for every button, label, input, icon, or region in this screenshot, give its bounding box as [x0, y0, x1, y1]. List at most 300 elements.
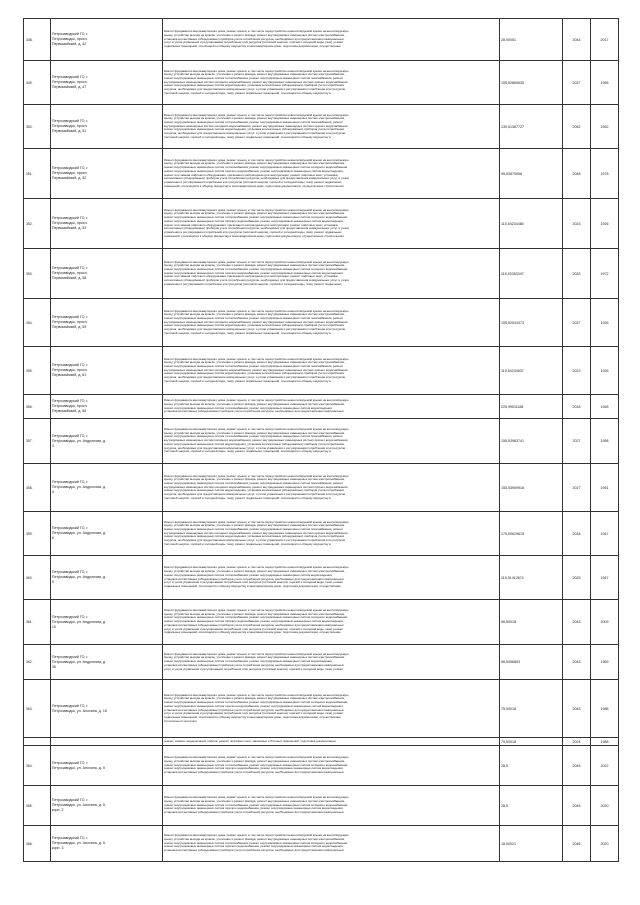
address-cell — [50, 419, 162, 464]
address-cell — [50, 249, 162, 299]
address-cell — [50, 299, 162, 347]
address-line: Петрозаводск, просп. — [51, 37, 88, 41]
address-cell — [50, 19, 162, 61]
value-cell: 28,5 — [499, 746, 562, 786]
address-line: Петрозаводск, ул. Анохина, д. 5, — [51, 841, 106, 845]
works-line: ремонт внутридомовых инженерных систем водоотведения, установка коллективных (общедомовых) приборов учета потребления — [163, 324, 344, 328]
works-line: подвальных помещений, относящихся к общему имуществу в многоквартирном доме, подготовка документации, осуществление — [163, 584, 341, 588]
row-number-cell: 365. — [24, 786, 51, 826]
works-line: Ремонт фундамента многоквартирного дома, ремонт крыши, в том числе переустройство невентилируемой крыши на вентилируемую — [163, 756, 349, 760]
works-line: ремонт внутридомовых инженерных систем водоотведения, установка коллективных (общедомовых) приборов учета потребления — [163, 128, 344, 132]
works-line: (тепловой энергии, горячей и холодной воды, газа), ремонт подвальных помещений, относящихся к общему имуществу в — [163, 379, 331, 383]
build-year-cell: 1947 — [591, 556, 619, 600]
value-cell: 56,5056893 — [499, 645, 562, 680]
table-row — [24, 746, 619, 786]
works-line: ремонт внутридомовых инженерных систем теплоснабжения, ремонт внутридомовых инженерных систем газоснабжения, ремонт — [163, 316, 343, 320]
address-line: Петрозаводск, просп. — [51, 221, 88, 225]
row-number-cell: 351. — [24, 149, 51, 199]
address-line: Петрозаводский ГО, г. — [51, 399, 89, 403]
row-number-cell: 352. — [24, 199, 51, 249]
planned-year-cell: 2043 — [563, 600, 591, 645]
address-line: Петрозаводский ГО, г. — [51, 75, 89, 79]
works-description-cell — [162, 105, 499, 149]
row-number-cell: 353. — [24, 249, 51, 299]
works-description-cell — [162, 19, 499, 61]
address-cell — [50, 680, 162, 738]
value-cell: 139,51367727 — [499, 105, 562, 149]
works-line: управления и регулирования потребления этих ресурсов (тепловой энергии, горячей и холодной воды, газа), ремонт подвальных — [163, 282, 342, 286]
address-line: Петрозаводский ГО, г. — [51, 315, 89, 319]
address-line: Петрозаводский ГО, г. — [51, 526, 89, 530]
works-description-cell — [162, 464, 499, 512]
address-cell — [50, 149, 162, 199]
works-line: ремонт внутридомовых инженерных систем водоотведения, установка коллективных (общедомовых) приборов учета потребления — [163, 442, 344, 446]
works-line: ремонт внутридомовых инженерных систем теплоснабжения, ремонт внутридомовых инженерных систем холодного водоснабжения, — [163, 701, 348, 705]
works-line: ремонт внутридомовых инженерных систем горячего водоснабжения, ремонт внутридомовых инженерных систем водоотведения, — [163, 767, 344, 771]
works-line: ремонт внутридомовых инженерных систем горячего водоснабжения, ремонт внутридомовых инженерных систем водоотведения, — [163, 271, 344, 275]
address-line: Первомайский, д. 51 — [51, 129, 87, 133]
value-cell: 115,54234484 — [499, 199, 562, 249]
build-year-cell: 1926 — [591, 347, 619, 395]
works-line: Ремонт фундамента многоквартирного дома, ремонт крыши, в том числе переустройство невентилируемой крыши на вентилируемую — [163, 796, 349, 800]
address-line: Петрозаводск, ул. Андропова, д. — [51, 575, 107, 579]
address-line: Петрозаводский ГО, г. — [51, 32, 89, 36]
address-line: корп. 3 — [51, 846, 64, 850]
works-line: услуг, и узлов управления и регулирования потребления этих ресурсов (тепловой энергии, горячей и холодной воды, газа), ремонт — [163, 627, 344, 631]
address-cell — [50, 395, 162, 419]
works-line: Ремонт фундамента многоквартирного дома, ремонт крыши, в том числе переустройство невентилируемой крыши на вентилируемую — [163, 30, 349, 34]
address-line: Петрозаводский ГО, г. — [51, 119, 89, 123]
address-line: Петрозаводск, просп. — [51, 124, 88, 128]
works-line: крышу, устройство выхода на кровлю, утепление и ремонт фасада, ремонт внутридомовых инженерных систем электроснабжения, — [163, 524, 345, 528]
document-page — [23, 18, 619, 862]
works-line: крышу, устройство выхода на кровлю, утепление и ремонт фасада, ремонт внутридомовых инженерных систем электроснабжения, — [163, 478, 345, 482]
works-line: установка коллективных (общедомовых) приборов учета потребления ресурсов, необходимых для предоставления коммунальных — [163, 663, 344, 667]
works-line: ремонт, замена, модернизация лифтов, ремонт лифтовых шахт, машинных и блочных помещений, подготовка документации, — [163, 739, 337, 743]
works-line: Ремонт фундамента многоквартирного дома, ремонт крыши, в том числе переустройство невентилируемой крыши на вентилируемую — [163, 474, 349, 478]
row-number-cell: 356. — [24, 395, 51, 419]
works-line: крышу, устройство выхода на кровлю, утепление и ремонт фасада, ремонт внутридомовых инженерных систем электроснабжения, — [163, 264, 345, 268]
works-line: крышу, устройство выхода на кровлю, утепление и ремонт фасада, ремонт внутридомовых инженерных систем электроснабжения, — [163, 612, 345, 616]
works-line: крышу, устройство выхода на кровлю, утепление и ремонт фасада, ремонт внутридомовых инженерных систем электроснабжения, — [163, 837, 345, 841]
address-line: Петрозаводск, ул. Анохина, д. 5 — [51, 765, 105, 770]
address-line: Петрозаводский ГО, г. — [51, 363, 89, 367]
build-year-cell: 1969 — [591, 645, 619, 680]
works-line: ремонт или замена лифтового оборудования, признанного непригодным для эксплуатации, ремонт лифтовых шахт, установка — [163, 173, 338, 177]
works-line: ресурсов, необходимых для предоставления коммунальных услуг, и узлов управления и регулирования потребления этих ресурсов — [163, 88, 346, 92]
address-cell — [50, 600, 162, 645]
address-cell — [50, 786, 162, 826]
address-cell — [50, 645, 162, 680]
address-line: Петрозаводский ГО, г. — [51, 216, 89, 220]
works-line: внутридомовых инженерных систем холодного водоснабжения, ремонт внутридомовых инженерных систем горячего водоснабжения, — [163, 124, 349, 128]
works-line: управления и регулирования потребления этих ресурсов (тепловой энергии, горячей и холодной воды, газа), ремонт подвальных — [163, 180, 342, 184]
works-line: Ремонт фундамента многоквартирного дома, ремонт крыши, в том числе переустройство невентилируемой крыши на вентилируемую — [163, 652, 349, 656]
address-line: Петрозаводский ГО, г. — [51, 836, 89, 840]
works-line: Ремонт фундамента многоквартирного дома, ремонт крыши, в том числе переустройство невентилируемой крыши на вентилируемую — [163, 208, 349, 212]
works-line: ремонт внутридомовых инженерных систем водоотведения, установка коллективных (общедомовых) приборов учета потребления — [163, 372, 344, 376]
row-number-cell: 357. — [24, 419, 51, 464]
address-line: Петрозаводск, просп. — [51, 171, 88, 175]
row-number-cell: 366. — [24, 826, 51, 862]
table-row — [24, 105, 619, 149]
works-line: ресурсов, необходимых для предоставления коммунальных услуг, и узлов управления и регулирования потребления этих ресурсов — [163, 376, 346, 380]
works-line: ресурсов, необходимых для предоставления коммунальных услуг, и узлов управления и регулирования потребления этих ресурсов — [163, 493, 346, 497]
address-line: 6 — [51, 536, 54, 540]
row-number-cell: 359. — [24, 512, 51, 556]
planned-year-cell: 2045 — [563, 786, 591, 826]
works-line: строительного контроля — [163, 719, 197, 723]
build-year-cell: 1926 — [591, 199, 619, 249]
works-line: установка коллективных (общедомовых) приборов учета потребления ресурсов, необходимых для предоставления коммунальных — [163, 849, 344, 853]
planned-year-cell: 2034 — [563, 512, 591, 556]
address-line: Первомайский, д. 61 — [51, 373, 87, 377]
planned-year-cell: 2023 — [563, 347, 591, 395]
works-line: (тепловой энергии, горячей и холодной воды, газа), ремонт подвальных помещений, относящихся к общему имуществу в — [163, 450, 331, 454]
build-year-cell: 1948 — [591, 395, 619, 419]
works-line: коллективных (общедомовых) приборов учета потребления ресурсов, необходимых для предоставления коммунальных услуг, и узлов — [163, 177, 349, 181]
works-line: услуг, и узлов управления и регулирования потребления этих ресурсов (тепловой энергии, горячей и холодной воды, газа), ремонт — [163, 667, 344, 671]
table-row — [24, 19, 619, 61]
works-line: Ремонт фундамента многоквартирного дома, ремонт крыши, в том числе переустройство невентилируемой крыши на вентилируемую — [163, 834, 349, 838]
works-line: ремонт внутридомовых инженерных систем горячего водоснабжения, ремонт внутридомовых инженерных систем водоотведения, — [163, 169, 344, 173]
address-line: Петрозаводский ГО, г. — [51, 614, 89, 619]
address-line: Петрозаводск, ул. Андропова, д. — [51, 438, 107, 443]
works-line: крышу, устройство выхода на кровлю, утепление и ремонт фасада, ремонт внутридомовых инженерных систем электроснабжения, — [163, 799, 345, 803]
works-line: (тепловой энергии, горячей и холодной воды, газа), ремонт подвальных помещений, относящихся к общему имуществу в — [163, 331, 331, 335]
works-description-cell — [162, 149, 499, 199]
row-number-cell: 360. — [24, 556, 51, 600]
works-line: подвальных помещений, относящихся к общему имуществу в многоквартирном доме, подготовка документации, осуществление — [163, 715, 341, 719]
works-line: крышу, устройство выхода на кровлю, утепление и ремонт фасада, ремонт внутридомовых инженерных систем электроснабжения, — [163, 697, 345, 701]
works-line: установка коллективных (общедомовых) приборов учета потребления ресурсов, необходимых для предоставления коммунальных — [163, 623, 344, 627]
works-line: Ремонт фундамента многоквартирного дома, ремонт крыши, в том числе переустройство невентилируемой крыши на вентилируемую — [163, 260, 349, 264]
works-line: ремонт внутридомовых инженерных систем горячего водоснабжения, ремонт внутридомовых инженерных систем водоотведения, — [163, 704, 344, 708]
works-line: крышу, устройство выхода на кровлю, утепление и ремонт фасада, ремонт внутридомовых инженерных систем электроснабжения, — [163, 656, 345, 660]
works-description-cell — [162, 347, 499, 395]
address-line: 4 — [51, 490, 54, 494]
build-year-cell: 1952 — [591, 105, 619, 149]
works-line: ремонт или замена лифтового оборудования, признанного непригодным для эксплуатации, ремонт лифтовых шахт, установка — [163, 275, 338, 279]
works-line: установка коллективных (общедомовых) приборов учета потребления ресурсов, необходимых для предоставления коммунальных — [163, 771, 344, 775]
value-cell: 28,5 — [499, 786, 562, 826]
value-cell: 75,50018 — [499, 680, 562, 738]
works-line: ремонт внутридомовых инженерных систем теплоснабжения, ремонт внутридомовых инженерных систем водоотведения, — [163, 573, 333, 577]
works-line: услуг, и узлов управления и регулирования потребления этих ресурсов (тепловой энергии, горячей и холодной воды, газа), ремонт — [163, 712, 344, 716]
row-number-cell: 358. — [24, 464, 51, 512]
table-row — [24, 347, 619, 395]
works-description-cell — [162, 645, 499, 680]
works-line: управления и регулирования потребления этих ресурсов (тепловой энергии, горячей и холодной воды, газа), ремонт подвальных — [163, 230, 342, 234]
value-cell: 95,53875958 — [499, 149, 562, 199]
works-line: внутридомовых инженерных систем холодного водоснабжения, ремонт внутридомовых инженерных систем горячего водоснабжения, — [163, 531, 349, 535]
works-line: ремонт внутридомовых инженерных систем горячего водоснабжения, ремонт внутридомовых инженерных систем водоотведения, — [163, 845, 344, 849]
works-line: ремонт внутридомовых инженерных систем теплоснабжения, ремонт внутридомовых инженерных систем газоснабжения, ремонт — [163, 481, 343, 485]
works-line: (тепловой энергии, горячей и холодной воды, газа), ремонт подвальных помещений, относящихся к общему имуществу в — [163, 496, 331, 500]
works-line: установка коллективных (общедомовых) приборов учета потребления ресурсов, необходимых для предоставления коммунальных — [163, 811, 344, 815]
address-line: Первомайский, д. 42 — [51, 42, 87, 46]
row-number-cell: 349. — [24, 61, 51, 105]
works-description-cell — [162, 746, 499, 786]
works-description-cell — [162, 738, 499, 746]
build-year-cell: 1988 — [591, 680, 619, 738]
table-row — [24, 826, 619, 862]
address-line: Петрозаводск, ул. Андропова, д. — [51, 485, 107, 489]
address-line: Первомайский, д. 52 — [51, 176, 87, 180]
planned-year-cell: 2027 — [563, 419, 591, 464]
works-line: ремонт внутридомовых инженерных систем теплоснабжения, ремонт внутридомовых инженерных систем газоснабжения, ремонт — [163, 527, 343, 531]
planned-year-cell: 2045 — [563, 746, 591, 786]
address-line: Петрозаводск, ул. Андропова, д. — [51, 619, 107, 624]
table-row — [24, 464, 619, 512]
table-row — [24, 512, 619, 556]
address-line: Петрозаводский ГО, г. — [51, 570, 89, 574]
works-line: крышу, устройство выхода на кровлю, утепление и ремонт фасада, ремонт внутридомовых инженерных систем электроснабжения, — [163, 33, 345, 37]
works-line: внутридомовых инженерных систем холодного водоснабжения, ремонт внутридомовых инженерных систем горячего водоснабжения, — [163, 439, 349, 443]
works-line: услуг, и узлов управления и регулирования потребления этих ресурсов (тепловой энергии, горячей и холодной воды, газа), ремонт — [163, 581, 344, 585]
table-row — [24, 600, 619, 645]
address-line: Петрозаводский ГО, г. — [51, 703, 89, 708]
address-line: Первомайский, д. 59 — [51, 325, 87, 329]
works-line: ресурсов, необходимых для предоставления коммунальных услуг, и узлов управления и регулирования потребления этих ресурсов — [163, 446, 346, 450]
value-cell: 28,00051 — [499, 19, 562, 61]
works-description-cell — [162, 680, 499, 738]
works-line: крышу, устройство выхода на кровлю, утепление и ремонт фасада, ремонт внутридомовых инженерных систем электроснабжения, — [163, 431, 345, 435]
address-line: Петрозаводский ГО, г. — [51, 654, 89, 659]
works-description-cell — [162, 395, 499, 419]
build-year-cell: 1947 — [591, 512, 619, 556]
works-description-cell — [162, 419, 499, 464]
works-line: Ремонт фундамента многоквартирного дома, ремонт крыши, в том числе переустройство невентилируемой крыши на вентилируемую — [163, 399, 349, 403]
build-year-cell: 2020 — [591, 786, 619, 826]
address-line: Петрозаводск, ул. Анохина, д. 5, — [51, 803, 106, 807]
value-cell: 155,53909916 — [499, 464, 562, 512]
row-number-cell: 350. — [24, 105, 51, 149]
works-line: внутридомовых инженерных систем холодного водоснабжения, ремонт внутридомовых инженерных систем горячего водоснабжения, — [163, 320, 349, 324]
address-line: Петрозаводск, просп. — [51, 271, 88, 275]
works-line: крышу, устройство выхода на кровлю, утепление и ремонт фасада, ремонт внутридомовых инженерных систем электроснабжения, — [163, 212, 345, 216]
works-line: крышу, устройство выхода на кровлю, утепление и ремонт фасада, ремонт внутридомовых инженерных систем электроснабжения, — [163, 162, 345, 166]
address-cell — [50, 347, 162, 395]
planned-year-cell: 2046 — [563, 826, 591, 862]
build-year-cell: 1955 — [591, 61, 619, 105]
build-year-cell: 1972 — [591, 249, 619, 299]
value-cell: 155,52865635 — [499, 61, 562, 105]
works-line: помещений, относящихся к общему имуществу в многоквартирном доме, подготовка документации, осуществление строительного — [163, 234, 345, 238]
planned-year-cell: 2027 — [563, 61, 591, 105]
address-line: Петрозаводский ГО, г. — [51, 798, 89, 802]
works-line: Ремонт фундамента многоквартирного дома, ремонт крыши, в том числе переустройство невентилируемой крыши на вентилируемую — [163, 158, 349, 162]
build-year-cell: 2022 — [591, 746, 619, 786]
planned-year-cell: 2052 — [563, 105, 591, 149]
works-line: ремонт внутридомовых инженерных систем горячего водоснабжения, ремонт внутридомовых инженерных систем водоотведения, — [163, 620, 344, 624]
planned-year-cell: 2044 — [563, 19, 591, 61]
works-line: ремонт внутридомовых инженерных систем теплоснабжения, ремонт внутридомовых инженерных систем холодного водоснабжения, — [163, 166, 348, 170]
works-line: Ремонт фундамента многоквартирного дома, ремонт крыши, в том числе переустройство невентилируемой крыши на вентилируемую — [163, 609, 349, 613]
address-cell — [50, 61, 162, 105]
works-line: ресурсов, необходимых для предоставления коммунальных услуг, и узлов управления и регулирования потребления этих ресурсов — [163, 132, 346, 136]
table-body — [24, 19, 619, 862]
works-line: установка коллективных (общедомовых) приборов учета потребления ресурсов, необходимых для предоставления коммунальных — [163, 708, 344, 712]
works-description-cell — [162, 826, 499, 862]
row-number-cell: 361. — [24, 600, 51, 645]
value-cell: 155,52534373 — [499, 299, 562, 347]
works-line: Ремонт фундамента многоквартирного дома, ремонт крыши, в том числе переустройство невентилируемой крыши на вентилируемую — [163, 693, 349, 697]
table-row — [24, 299, 619, 347]
planned-year-cell: 2033 — [563, 249, 591, 299]
works-line: ремонт внутридомовых инженерных систем теплоснабжения, ремонт внутридомовых инженерных систем газоснабжения, ремонт — [163, 364, 343, 368]
works-line: ремонт внутридомовых инженерных систем водоотведения, установка коллективных (общедомовых) приборов учета потребления — [163, 489, 344, 493]
value-cell: 225,99511188 — [499, 395, 562, 419]
works-line: услуг, и узлов управления и регулирования потребления этих ресурсов (тепловой энергии, горячей и холодной воды, газа), ремонт — [163, 41, 344, 45]
address-cell — [50, 199, 162, 249]
row-number-cell: 355. — [24, 347, 51, 395]
works-line: установка коллективных (общедомовых) приборов учета потребления ресурсов, необходимых для предоставления коммунальных — [163, 410, 344, 414]
row-number-cell: 354. — [24, 299, 51, 347]
table-row — [24, 149, 619, 199]
works-line: ресурсов, необходимых для предоставления коммунальных услуг, и узлов управления и регулирования потребления этих ресурсов — [163, 539, 346, 543]
table-row — [24, 556, 619, 600]
address-line: Петрозаводск, ул. Андропова, д. — [51, 531, 107, 535]
works-line: ремонт внутридомовых инженерных систем горячего водоснабжения, ремонт внутридомовых инженерных систем водоотведения, — [163, 807, 344, 811]
value-cell: 175,00629615 — [499, 512, 562, 556]
works-line: ремонт внутридомовых инженерных систем теплоснабжения, ремонт внутридомовых инженерных систем холодного водоснабжения, — [163, 763, 348, 767]
address-line: 3 — [51, 443, 54, 448]
works-line: Ремонт фундамента многоквартирного дома, ремонт крыши, в том числе переустройство невентилируемой крыши на вентилируемую — [163, 566, 349, 570]
planned-year-cell: 2043 — [563, 680, 591, 738]
works-line: ремонт внутридомовых инженерных систем теплоснабжения, ремонт внутридомовых инженерных систем газоснабжения, ремонт — [163, 76, 343, 80]
address-line: Петрозаводский ГО, г. — [51, 760, 89, 765]
row-number-cell: 364. — [24, 746, 51, 786]
works-line: ремонт внутридомовых инженерных систем теплоснабжения, ремонт внутридомовых инженерных систем холодного водоснабжения, — [163, 216, 348, 220]
works-line: помещений, относящихся к общему имуществу в многоквартирном доме, подготовка документации, осуществление строительного — [163, 184, 345, 188]
works-line: внутридомовых инженерных систем холодного водоснабжения, ремонт внутридомовых инженерных систем горячего водоснабжения, — [163, 368, 349, 372]
works-line: Ремонт фундамента многоквартирного дома, ремонт крыши, в том числе переустройство невентилируемой крыши на вентилируемую — [163, 357, 349, 361]
works-line: ресурсов, необходимых для предоставления коммунальных услуг, и узлов управления и регулирования потребления этих ресурсов — [163, 328, 346, 332]
works-line: коллективных (общедомовых) приборов учета потребления ресурсов, необходимых для предоставления коммунальных услуг, и узлов — [163, 227, 349, 231]
planned-year-cell: 2048 — [563, 149, 591, 199]
address-line: 9 — [51, 580, 54, 584]
value-cell: 75,50018 — [499, 738, 562, 746]
value-cell: 115,54234837 — [499, 347, 562, 395]
value-cell: 115,51412674 — [499, 556, 562, 600]
works-line: крышу, устройство выхода на кровлю, утепление и ремонт фасада, ремонт внутридомовых инженерных систем электроснабжения, — [163, 117, 345, 121]
works-line: ремонт внутридомовых инженерных систем теплоснабжения, ремонт внутридомовых инженерных систем холодного водоснабжения, — [163, 267, 348, 271]
works-line: Ремонт фундамента многоквартирного дома, ремонт крыши, в том числе переустройство невентилируемой крыши на вентилируемую — [163, 69, 349, 73]
table-row — [24, 738, 619, 746]
address-cell — [50, 464, 162, 512]
build-year-cell: 1988 — [591, 738, 619, 746]
build-year-cell: 2009 — [591, 600, 619, 645]
address-line: Первомайский, д. 47 — [51, 85, 87, 89]
housing-repair-table — [23, 18, 619, 862]
works-description-cell — [162, 249, 499, 299]
address-cell — [50, 512, 162, 556]
planned-year-cell: 2024 — [563, 738, 591, 746]
works-line: установка коллективных (общедомовых) приборов учета потребления ресурсов, необходимых для предоставления коммунальных — [163, 577, 344, 581]
works-line: крышу, устройство выхода на кровлю, утепление и ремонт фасада, ремонт внутридомовых инженерных систем электроснабжения, — [163, 73, 345, 77]
works-line: крышу, устройство выхода на кровлю, утепление и ремонт фасада, ремонт внутридомовых инженерных систем электроснабжения, — [163, 759, 345, 763]
works-line: ремонт внутридомовых инженерных систем теплоснабжения, ремонт внутридомовых инженерных систем газоснабжения, ремонт — [163, 435, 343, 439]
table-row — [24, 199, 619, 249]
works-description-cell — [162, 61, 499, 105]
row-number-cell: 363. — [24, 680, 51, 738]
works-line: подвальных помещений, относящихся к общему имуществу в многоквартирном доме, подготовка документации, осуществление — [163, 631, 341, 635]
works-description-cell — [162, 512, 499, 556]
table-row — [24, 249, 619, 299]
value-cell: 155,53963741 — [499, 419, 562, 464]
works-line: крышу, устройство выхода на кровлю, утепление и ремонт фасада, ремонт внутридомовых инженерных систем электроснабжения, — [163, 402, 345, 406]
address-line: Петрозаводск, просп. — [51, 320, 88, 324]
works-line: ремонт внутридомовых инженерных систем водоотведения, установка коллективных (общедомовых) приборов учета потребления — [163, 84, 344, 88]
works-description-cell — [162, 556, 499, 600]
address-cell — [50, 738, 162, 746]
planned-year-cell: 2027 — [563, 299, 591, 347]
build-year-cell: 1958 — [591, 419, 619, 464]
table-row — [24, 61, 619, 105]
table-row — [24, 419, 619, 464]
build-year-cell: 1978 — [591, 149, 619, 199]
works-line: ремонт внутридомовых инженерных систем теплоснабжения, ремонт внутридомовых инженерных систем водоотведения, — [163, 660, 333, 664]
build-year-cell: 2020 — [591, 826, 619, 862]
build-year-cell: 1926 — [591, 299, 619, 347]
address-cell — [50, 556, 162, 600]
address-line: 36 — [51, 664, 56, 669]
address-cell — [50, 105, 162, 149]
address-line: Петрозаводский ГО, г. — [51, 480, 89, 484]
works-line: ремонт внутридомовых инженерных систем теплоснабжения, ремонт внутридомовых инженерных систем холодного водоснабжения, — [163, 616, 348, 620]
works-line: внутридомовых инженерных систем холодного водоснабжения, ремонт внутридомовых инженерных систем горячего водоснабжения, — [163, 485, 349, 489]
works-line: (тепловой энергии, горячей и холодной воды, газа), ремонт подвальных помещений, относящихся к общему имуществу в — [163, 542, 331, 546]
works-line: Ремонт фундамента многоквартирного дома, ремонт крыши, в том числе переустройство невентилируемой крыши на вентилируемую — [163, 520, 349, 524]
address-line: Петрозаводский ГО, г. — [51, 266, 89, 270]
address-cell — [50, 746, 162, 786]
address-line: Первомайский, д. 53 — [51, 226, 87, 230]
build-year-cell: 1951 — [591, 464, 619, 512]
planned-year-cell: 2043 — [563, 645, 591, 680]
address-line: Первомайский, д. 58 — [51, 276, 87, 280]
works-description-cell — [162, 299, 499, 347]
planned-year-cell: 2023 — [563, 199, 591, 249]
works-line: ремонт внутридомовых инженерных систем теплоснабжения, ремонт внутридомовых инженерных систем газоснабжения, ремонт — [163, 120, 343, 124]
works-line: коллективных (общедомовых) приборов учета потребления ресурсов, необходимых для предоставления коммунальных услуг, и узлов — [163, 279, 349, 283]
address-line: Первомайский, д. 65 — [51, 409, 87, 413]
address-line: Петрозаводск, ул. Андропова, д. — [51, 659, 107, 664]
works-line: ремонт внутридомовых инженерных систем теплоснабжения, ремонт внутридомовых инженерных систем холодного водоснабжения, — [163, 841, 348, 845]
address-line: Петрозаводск, просп. — [51, 404, 88, 408]
works-line: ремонт внутридомовых инженерных систем теплоснабжения, ремонт внутридомовых инженерных систем холодного водоснабжения, — [163, 803, 348, 807]
works-line: Ремонт фундамента многоквартирного дома, ремонт крыши, в том числе переустройство невентилируемой крыши на вентилируемую — [163, 428, 349, 432]
row-number-cell: 362. — [24, 645, 51, 680]
address-cell — [50, 826, 162, 862]
address-line: 10 — [51, 624, 56, 629]
address-line: Петрозаводск, просп. — [51, 80, 88, 84]
works-line: Ремонт фундамента многоквартирного дома, ремонт крыши, в том числе переустройство невентилируемой крыши на вентилируемую — [163, 309, 349, 313]
row-number-cell: 348. — [24, 19, 51, 61]
works-description-cell — [162, 786, 499, 826]
planned-year-cell: 2027 — [563, 464, 591, 512]
works-line: крышу, устройство выхода на кровлю, утепление и ремонт фасада, ремонт внутридомовых инженерных систем электроснабжения, — [163, 361, 345, 365]
works-line: подвальных помещений, относящихся к общему имуществу в многоквартирном доме, подготовка документации, осуществление — [163, 45, 341, 49]
planned-year-cell: 2018 — [563, 395, 591, 419]
works-line: ремонт или замена лифтового оборудования, признанного непригодным для эксплуатации, ремонт лифтовых шахт, установка — [163, 223, 338, 227]
works-line: крышу, устройство выхода на кровлю, утепление и ремонт фасада, ремонт внутридомовых инженерных систем электроснабжения, — [163, 570, 345, 574]
table-row — [24, 395, 619, 419]
works-line: крышу, устройство выхода на кровлю, утепление и ремонт фасада, ремонт внутридомовых инженерных систем электроснабжения, — [163, 313, 345, 317]
works-line: Ремонт фундамента многоквартирного дома, ремонт крыши, в том числе переустройство невентилируемой крыши на вентилируемую — [163, 113, 349, 117]
works-line: ремонт внутридомовых инженерных систем горячего водоснабжения, ремонт внутридомовых инженерных систем водоотведения, — [163, 219, 344, 223]
works-line: (тепловой энергии, горячей и холодной воды, газа), ремонт подвальных помещений, относящихся к общему имуществу в — [163, 91, 331, 95]
